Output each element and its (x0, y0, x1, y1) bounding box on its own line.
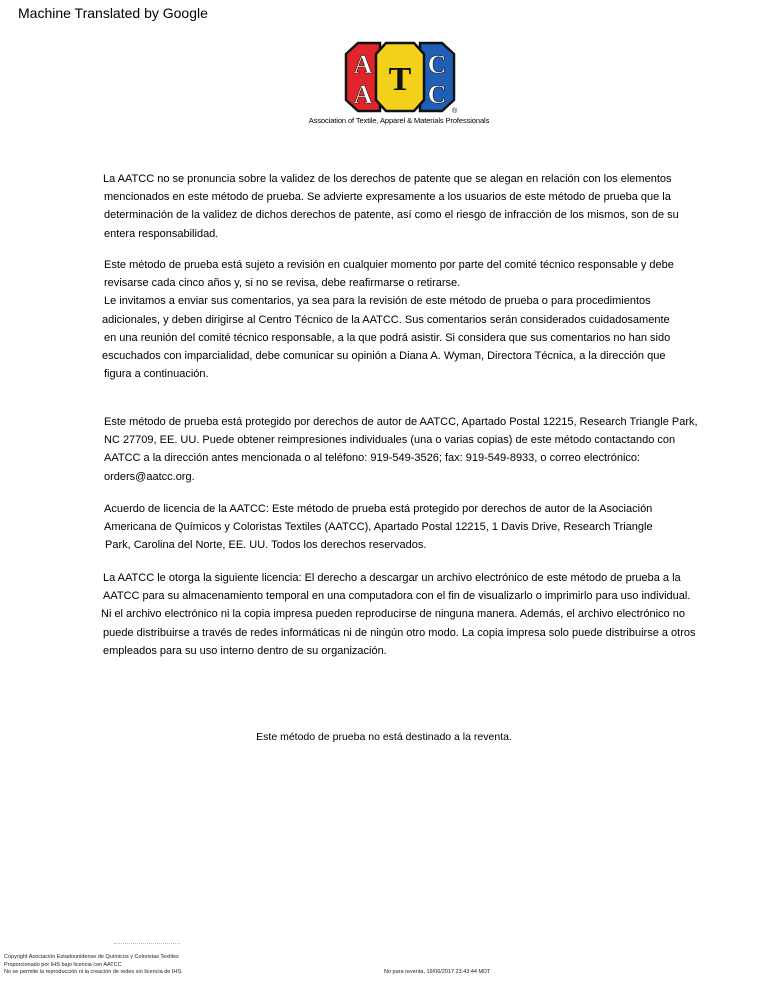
license-agreement-paragraph (104, 500, 704, 555)
resale-notice: Este método de prueba no está destinado a la reventa. (256, 731, 512, 743)
license-grant-paragraph (103, 569, 703, 660)
text-line: Ni el archivo electrónico ni la copia impresa pueden reproducirse de ninguna manera. Además, el archivo electrónico no (101, 608, 685, 621)
text-line: Park, Carolina del Norte, EE. UU. Todos los derechos reservados. (105, 539, 427, 552)
text-line: revisarse cada cinco años y, si no se revisa, debe reafirmarse o retirarse. (104, 277, 461, 290)
logo-letter-a-top: A (353, 50, 373, 79)
text-line: escuchados con imparcialidad, debe comunicar su opinión a Diana A. Wyman, Directora Técnica, a la dirección que (102, 350, 666, 363)
text-line: Este método de prueba está protegido por derechos de autor de AATCC, Apartado Postal 12215, Research Triangle Park, (104, 416, 698, 428)
logo-letter-t: T (388, 61, 412, 98)
text-line: NC 27709, EE. UU. Puede obtener reimpresiones individuales (una o varias copias) de este método contactando con (104, 434, 676, 447)
revision-paragraph (104, 256, 704, 383)
text-line: empleados para su uso interno dentro de su organización. (103, 644, 387, 657)
aatcc-logo (304, 40, 494, 130)
text-line: figura a continuación. (104, 368, 209, 381)
text-line: Americana de Químicos y Coloristas Textiles (AATCC), Apartado Postal 12215, 1 Davis Drive, Research Triangle (104, 521, 653, 534)
text-line: AATCC para su almacenamiento temporal en una computadora con el fin de visualizarlo o imprimirlo para uso individual. (103, 590, 691, 603)
text-line: AATCC a la dirección antes mencionada o al teléfono: 919-549-3526; fax: 919-549-8933, o correo electrónico: (104, 452, 641, 465)
logo-registered-mark: ® (452, 108, 458, 114)
machine-translated-label: Machine Translated by Google (18, 5, 208, 21)
text-line: Este método de prueba está sujeto a revisión en cualquier momento por parte del comité técnico responsable y debe (104, 259, 674, 271)
footer-copyright (4, 954, 183, 977)
copyright-paragraph (104, 413, 704, 486)
footer-line: No se permite la reproducción ni la creación de redes sin licencia de IHS. (4, 969, 183, 975)
text-line: Acuerdo de licencia de la AATCC: Este método de prueba está protegido por derechos de autor de la Asociación (104, 503, 653, 515)
email-link-text: orders@aatcc.org. (104, 470, 195, 483)
logo-letter-c-top: C (427, 50, 447, 79)
text-line: mencionados en este método de prueba. Se advierte expresamente a los usuarios de este método de prueba que la (104, 191, 671, 204)
text-line: La AATCC no se pronuncia sobre la validez de los derechos de patente que se alegan en relación con los elementos (103, 173, 672, 185)
faint-divider (114, 943, 180, 946)
text-line: entera responsabilidad. (104, 227, 219, 240)
text-line: Le invitamos a enviar sus comentarios, ya sea para la revisión de este método de prueba o para procedimientos (104, 295, 651, 308)
text-line: La AATCC le otorga la siguiente licencia: El derecho a descargar un archivo electrónico de este método de prueba a la (103, 572, 681, 584)
logo-letter-a-bottom: A (353, 80, 373, 109)
text-line: en una reunión del comité técnico responsable, a la que podrá asistir. Si considera que sus comentarios no han sido (104, 331, 671, 344)
text-line: adicionales, y deben dirigirse al Centro Técnico de la AATCC. Sus comentarios serán considerados cuidadosamente (102, 313, 670, 326)
patent-paragraph (103, 170, 703, 243)
logo-letter-c-bottom: C (427, 80, 447, 109)
logo-caption: Association of Textile, Apparel & Materials Professionals (308, 116, 490, 125)
aatcc-logo-mark (340, 40, 460, 114)
text-line: determinación de la validez de dichos derechos de patente, así como el riesgo de infracción de los mismos, son de su (104, 209, 679, 222)
footer-line: Copyright Asociación Estadounidense de Químicos y Coloristas Textiles (4, 954, 179, 960)
text-line: puede distribuirse a través de redes informáticas ni de ningún otro modo. La copia impresa solo puede distribuirse a otros (103, 626, 696, 639)
footer-line: Proporcionado por IHS bajo licencia con AATCC (4, 961, 122, 968)
footer-timestamp: No para reventa, 19/06/2017 23:43:44 MDT (384, 969, 491, 975)
